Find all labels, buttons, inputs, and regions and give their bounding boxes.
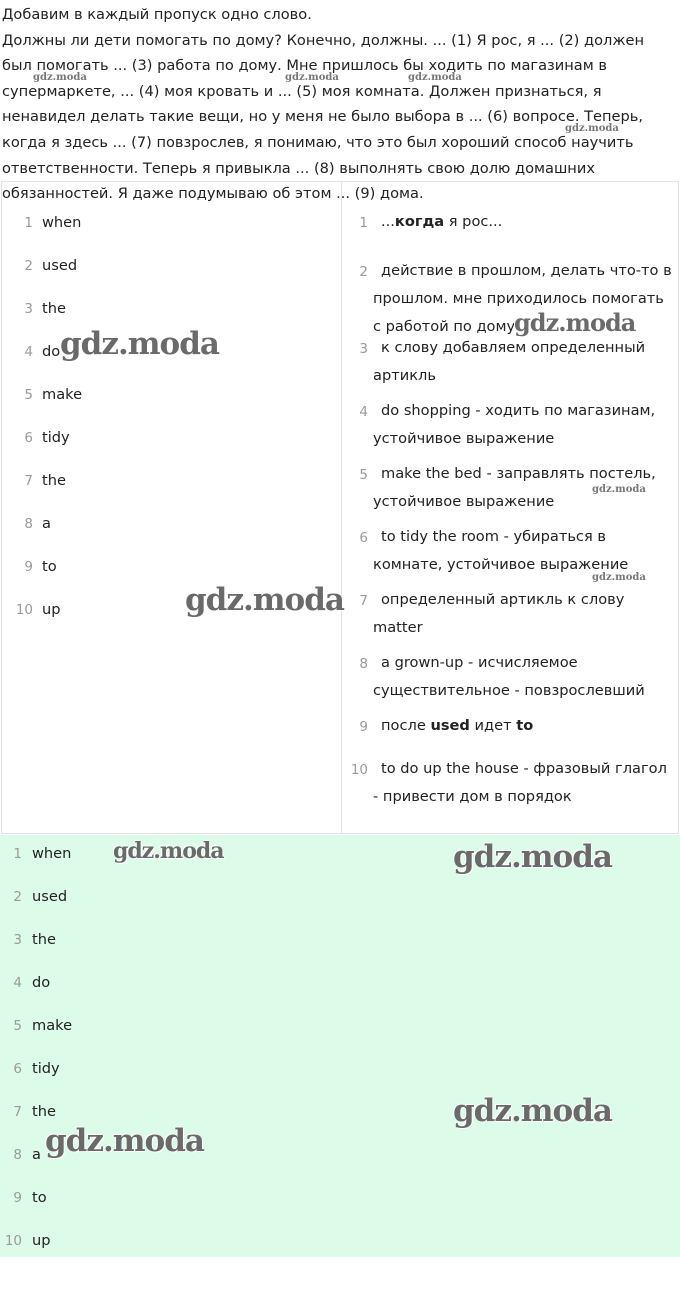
item-number: 9 [359, 719, 368, 735]
answer-word: tidy [32, 1060, 60, 1077]
explanation-text [373, 397, 673, 453]
item-number: 4 [13, 975, 22, 991]
explanation-part: после [381, 717, 431, 734]
explanation-part: a grown-up - исчисляемое существительное - повзрослевший [373, 654, 645, 699]
answer-word: used [42, 257, 78, 274]
explanation-text [373, 523, 673, 579]
item-number: 8 [13, 1147, 22, 1163]
watermark-logo: gdz.moda [565, 123, 619, 134]
watermark-logo: gdz.moda [514, 308, 636, 337]
item-number: 9 [13, 1190, 22, 1206]
explanation-text [373, 208, 673, 236]
answer-word: up [32, 1232, 51, 1249]
item-number: 2 [13, 889, 22, 905]
answer-word: the [42, 300, 66, 317]
item-number: 8 [24, 516, 33, 532]
explanation-part: do shopping - ходить по магазинам, устойчивое выражение [373, 402, 656, 447]
answer-word: when [42, 214, 82, 231]
answer-word: used [32, 888, 68, 905]
watermark-logo: gdz.moda [60, 326, 219, 362]
explanation-part: я рос... [444, 213, 503, 230]
answer-word: tidy [42, 429, 70, 446]
explanation-part: to tidy the room - убираться в комнате, устойчивое выражение [373, 528, 629, 573]
explanation-part: to do up the house - фразовый глагол - привести дом в порядок [373, 760, 667, 805]
answer-word: the [32, 1103, 56, 1120]
answer-word: do [42, 343, 61, 360]
item-number: 3 [24, 301, 33, 317]
watermark-logo: gdz.moda [592, 484, 646, 495]
item-number: 10 [15, 602, 33, 618]
explanation-part: определенный артикль к слову matter [373, 591, 625, 636]
watermark-logo: gdz.moda [592, 572, 646, 583]
explanation-text [373, 586, 673, 642]
item-number: 7 [359, 593, 368, 609]
explanation-text [373, 755, 673, 811]
answer-word: a [32, 1146, 41, 1163]
item-number: 3 [13, 932, 22, 948]
answer-word: the [32, 931, 56, 948]
item-number: 1 [359, 215, 368, 231]
item-number: 10 [4, 1233, 22, 1249]
item-number: 1 [13, 846, 22, 862]
item-number: 5 [24, 387, 33, 403]
watermark-logo: gdz.moda [453, 839, 612, 875]
item-number: 7 [13, 1104, 22, 1120]
explanation-part: к слову добавляем определенный артикль [373, 339, 646, 384]
answer-word: to [32, 1189, 47, 1206]
task-text [2, 2, 678, 207]
explanation-keyword: когда [394, 213, 445, 230]
explanations-column [342, 182, 678, 833]
explanation-part: make the bed - заправлять постель, устойчивое выражение [373, 465, 656, 510]
explanation-text [373, 460, 673, 516]
answer-word: make [42, 386, 83, 403]
item-number: 2 [24, 258, 33, 274]
item-number: 5 [359, 467, 368, 483]
watermark-logo: gdz.moda [185, 582, 344, 618]
watermark-logo: gdz.moda [453, 1093, 612, 1129]
item-number: 5 [13, 1018, 22, 1034]
answer-word: up [42, 601, 61, 618]
item-number: 3 [359, 341, 368, 357]
answer-word: make [32, 1017, 73, 1034]
item-number: 10 [350, 762, 368, 778]
explanation-part: ... [381, 213, 395, 230]
item-number: 4 [359, 404, 368, 420]
explanation-part: действие в прошлом, делать что-то в прошлом. мне приходилось помогать с работой по дому [373, 262, 672, 335]
item-number: 4 [24, 344, 33, 360]
watermark-logo: gdz.moda [285, 72, 339, 83]
item-number: 1 [24, 215, 33, 231]
answer-block [0, 835, 680, 1257]
item-number: 8 [359, 656, 368, 672]
item-number: 7 [24, 473, 33, 489]
watermark-logo: gdz.moda [33, 72, 87, 83]
explanation-text [373, 257, 673, 341]
answer-word: when [32, 845, 72, 862]
item-number: 6 [24, 430, 33, 446]
watermark-logo: gdz.moda [45, 1123, 204, 1159]
task-title: Добавим в каждый пропуск одно слово. [2, 6, 312, 23]
explanation-text [373, 334, 673, 390]
item-number: 2 [359, 264, 368, 280]
item-number: 6 [13, 1061, 22, 1077]
item-number: 9 [24, 559, 33, 575]
answer-word: the [42, 472, 66, 489]
explanation-part: идет [469, 717, 517, 734]
explanation-table [1, 181, 679, 834]
watermark-logo: gdz.moda [113, 838, 224, 864]
item-number: 6 [359, 530, 368, 546]
answer-word: to [42, 558, 57, 575]
answers-column [2, 182, 342, 833]
task-body: Должны ли дети помогать по дому? Конечно, должны. ... (1) Я рос, я ... (2) должен был помогать ... (3) работа по дому. Мне пришлось бы ходить по магазинам в супермаркете, ... (4) моя кровать и ... (5) моя комната. Должен признаться, я ненавидел делать такие вещи, но у меня не было выбора в ... (6) вопросе. Теперь, когда я здесь ... (7) повзрослев, я понимаю, что это был хороший способ научить ответственности. Теперь я привыкла ... (8) выполнять свою долю домашних обязанностей. Я даже подумываю об этом ... (9) дома. [2, 31, 645, 203]
explanation-text [373, 712, 673, 740]
explanation-keyword: to [516, 717, 534, 734]
explanation-text [373, 649, 673, 705]
answer-word: do [32, 974, 51, 991]
answer-word: a [42, 515, 51, 532]
watermark-logo: gdz.moda [408, 72, 462, 83]
explanation-keyword: used [430, 717, 470, 734]
